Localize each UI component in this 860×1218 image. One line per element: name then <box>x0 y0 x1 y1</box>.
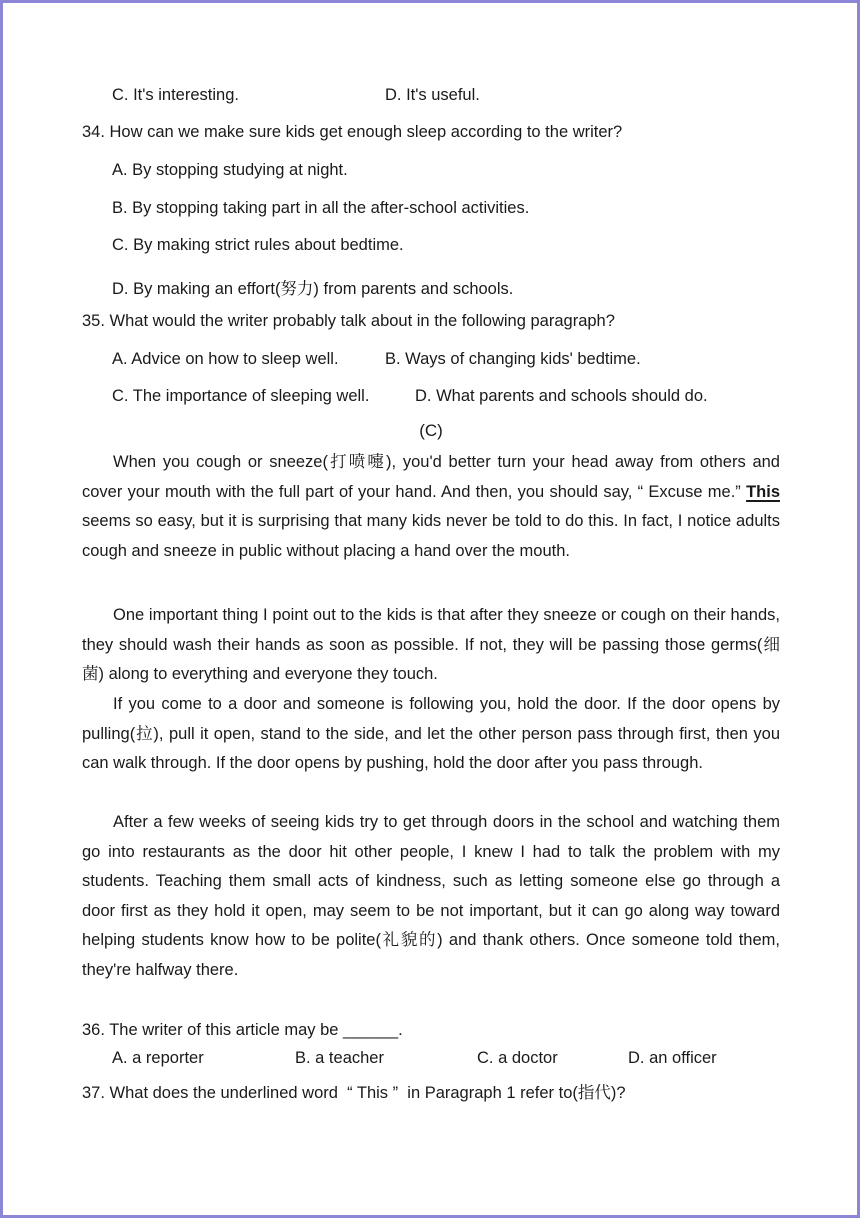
section-c-heading: (C) <box>419 421 443 440</box>
q35-question: 35. What would the writer probably talk about in the following paragraph? <box>82 312 615 330</box>
q36-question: 36. The writer of this article may be ______. <box>82 1021 403 1039</box>
q37-question: 37. What does the underlined word “ This ” in Paragraph 1 refer to(指代)? <box>82 1084 626 1102</box>
q34-option-c: C. By making strict rules about bedtime. <box>112 236 404 254</box>
q36-option-c: C. a doctor <box>477 1049 558 1067</box>
underlined-word-this: This <box>746 482 780 501</box>
q36-option-a: A. a reporter <box>112 1049 204 1067</box>
q35-option-a: A. Advice on how to sleep well. <box>112 350 339 368</box>
q35-option-b: B. Ways of changing kids' bedtime. <box>385 350 641 368</box>
passage-paragraph-4: After a few weeks of seeing kids try to get through doors in the school and watching them go into restaurants as the door hit other people, I knew I had to talk the problem with my students. Teaching them small acts of kindness, such as letting someone else go through a door first as they hold it open, may seem to be not important, but it can go along way toward helping students know how to be polite(礼貌的) and thank others. Once someone told them, they're halfway there. <box>82 813 780 979</box>
q36-option-d: D. an officer <box>628 1049 717 1067</box>
q36-option-b: B. a teacher <box>295 1049 384 1067</box>
q35-option-c: C. The importance of sleeping well. <box>112 387 370 405</box>
paragraph-1-text-end: seems so easy, but it is surprising that many kids never be told to do this. In fact, I notice adults cough and sneeze in public without placing a hand over the mouth. <box>82 512 780 560</box>
q34-question: 34. How can we make sure kids get enough sleep according to the writer? <box>82 123 623 141</box>
q34-option-d: D. By making an effort(努力) from parents and schools. <box>112 280 514 298</box>
q34-option-a: A. By stopping studying at night. <box>112 161 348 179</box>
paragraph-1-text-start: When you cough or sneeze(打喷嚏), you'd better turn your head away from others and cover your mouth with the full part of your hand. And then, you should say, “ Excuse me.” <box>82 453 780 501</box>
passage-paragraph-1 <box>82 448 780 566</box>
q33-option-c: C. It's interesting. <box>112 86 239 104</box>
q34-option-b: B. By stopping taking part in all the after-school activities. <box>112 199 530 217</box>
passage-paragraph-3: If you come to a door and someone is following you, hold the door. If the door opens by pulling(拉), pull it open, stand to the side, and let the other person pass through first, then you can walk through. If the door opens by pushing, hold the door after you pass through. <box>82 695 780 772</box>
passage-paragraph-2: One important thing I point out to the kids is that after they sneeze or cough on their hands, they should wash their hands as soon as possible. If not, they will be passing those germs(细菌) along to everything and everyone they touch. <box>82 606 780 683</box>
q33-option-d: D. It's useful. <box>385 86 480 104</box>
q35-option-d: D. What parents and schools should do. <box>415 387 708 405</box>
